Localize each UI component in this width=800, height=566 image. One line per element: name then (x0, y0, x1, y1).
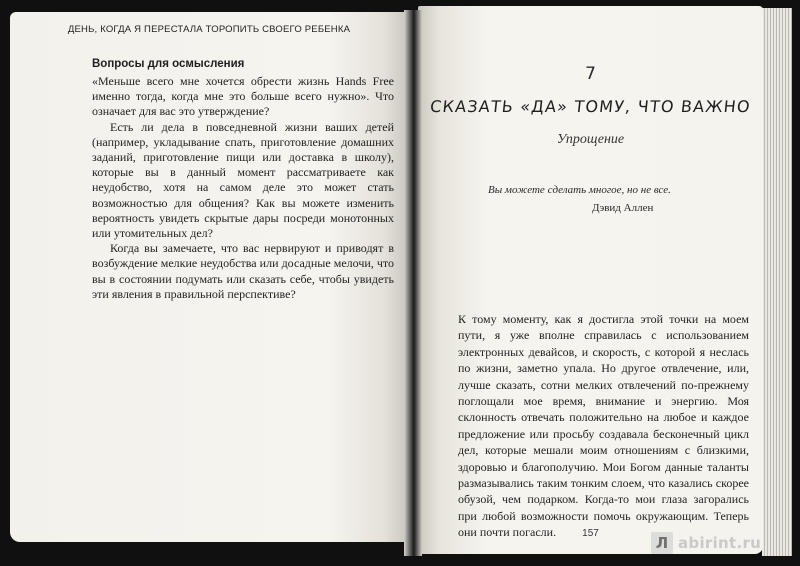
paragraph: «Меньше всего мне хочется обрести жизнь Hands Free именно тогда, когда мне это больше всего нужно». Что означает для вас это утверждение? (92, 74, 394, 119)
watermark-logo-icon: Л (651, 532, 673, 554)
watermark-text: abirint.ru (678, 534, 762, 552)
paragraph: Когда вы замечаете, что вас нервируют и приводят в возбуждение мелкие неудобства или досадные мелочи, что вы в состоянии подумать или сказать себе, чтобы увидеть эти явления в правильной перспективе? (92, 241, 394, 301)
chapter-number: 7 (585, 64, 596, 84)
book-gutter (404, 10, 422, 556)
epigraph-author: Дэвид Аллен (592, 202, 654, 214)
chapter-subtitle: Упрощение (556, 132, 625, 147)
section-heading: Вопросы для осмысления (92, 58, 245, 70)
left-page (10, 12, 408, 542)
paragraph: Есть ли дела в повседневной жизни ваших детей (например, укладывание спать, приготовление домашних заданий, приготовление пищи или доставка в школу), которые вы в данный момент рассматриваете как неудобство, хотя на самом деле это может стать возможностью для общения? Как вы можете изменить вероятность увидеть скрытые дары посреди монотонных или утомительных дел? (92, 119, 394, 241)
chapter-title: СКАЗАТЬ «ДА» ТОМУ, ЧТО ВАЖНО (429, 97, 752, 116)
epigraph: Вы можете сделать многое, но не все. (488, 184, 671, 196)
paragraph: К тому моменту, как я достигла этой точки на моем пути, я уже вполне справилась с использованием электронных девайсов, и скорость, с которой я неслась по жизни, заметно упала. Но другое отвлечение, или, лучше сказать, сотни мелких отвлечений по-прежнему поглощали мое время, внимание и энергию. Моя склонность отвечать положительно на любое и каждое предложение или просьбу создавала бесконечный цикл дел, которые мешали моим отношениям с близкими, здоровью и благополучию. Мои Богом данные таланты размазывались таким тонким слоем, что казались скорее обузой, чем подарком. Когда-то мои глаза загорались при любой возможности помочь окружающим. Теперь они почти погасли. (458, 312, 749, 540)
page-edges (762, 8, 792, 556)
running-head: ДЕНЬ, КОГДА Я ПЕРЕСТАЛА ТОРОПИТЬ СВОЕГО РЕБЕНКА (67, 24, 351, 35)
left-page-text (92, 74, 394, 302)
right-page-text (458, 311, 749, 541)
page-number: 157 (582, 528, 599, 539)
right-page (418, 6, 763, 554)
